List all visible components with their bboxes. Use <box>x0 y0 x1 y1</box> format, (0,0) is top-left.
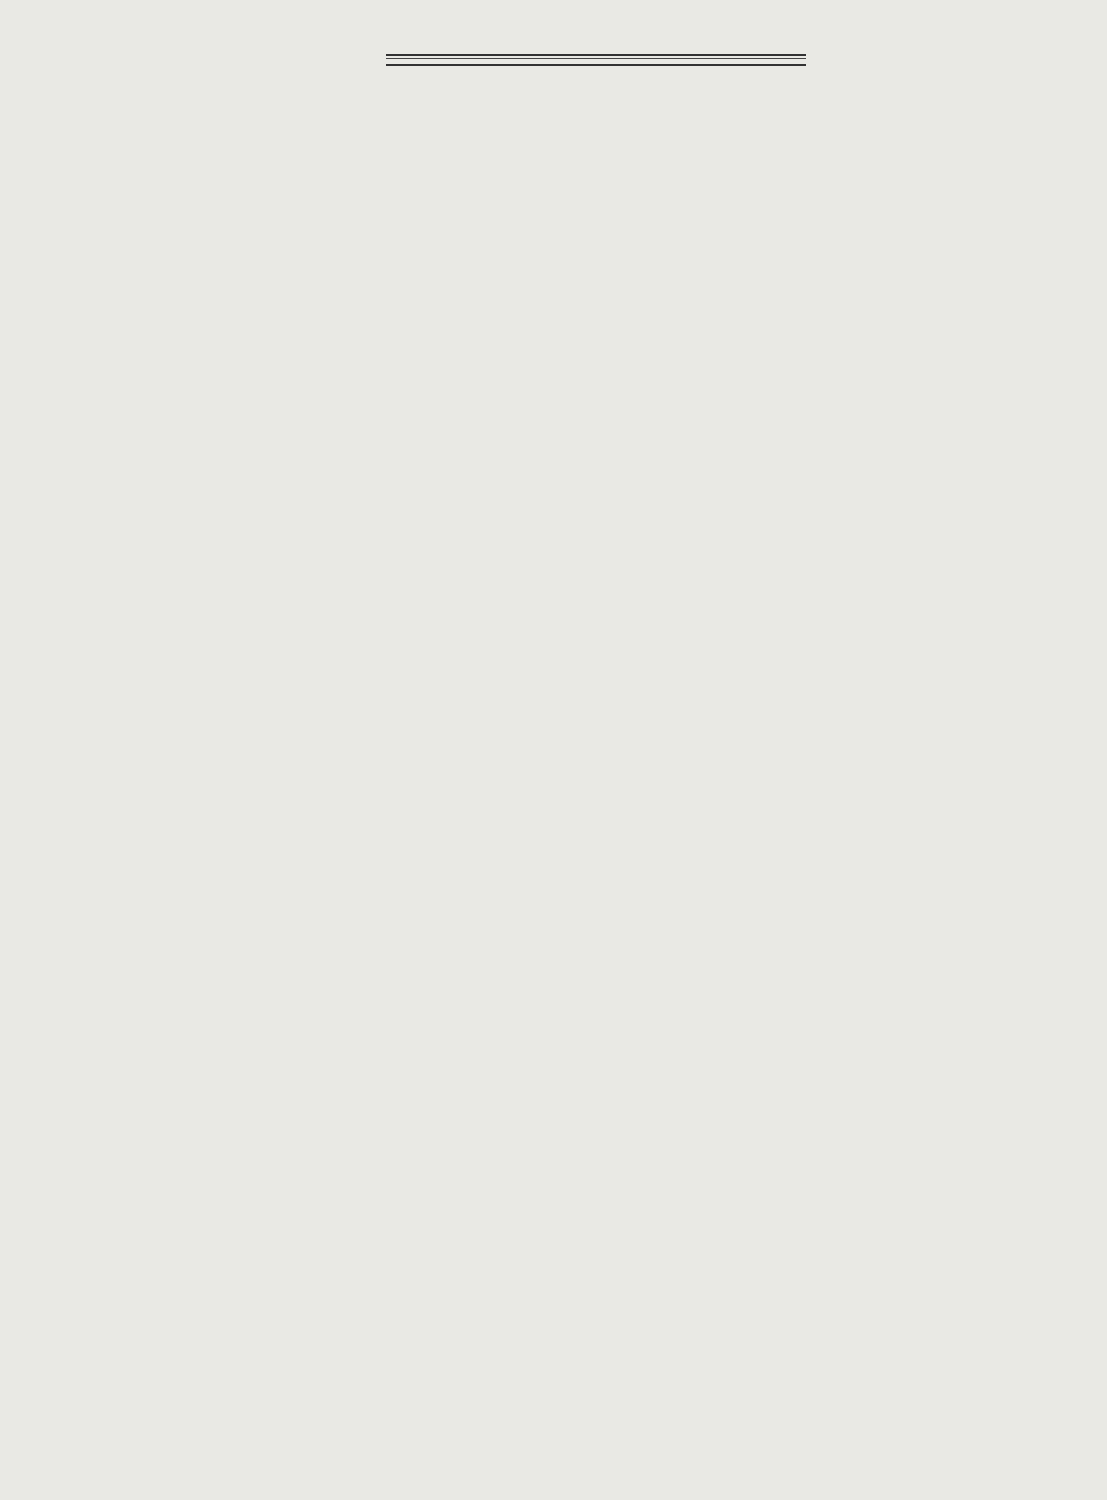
header-rule <box>386 54 806 66</box>
margin-summary <box>932 668 1072 676</box>
running-header <box>50 44 858 80</box>
